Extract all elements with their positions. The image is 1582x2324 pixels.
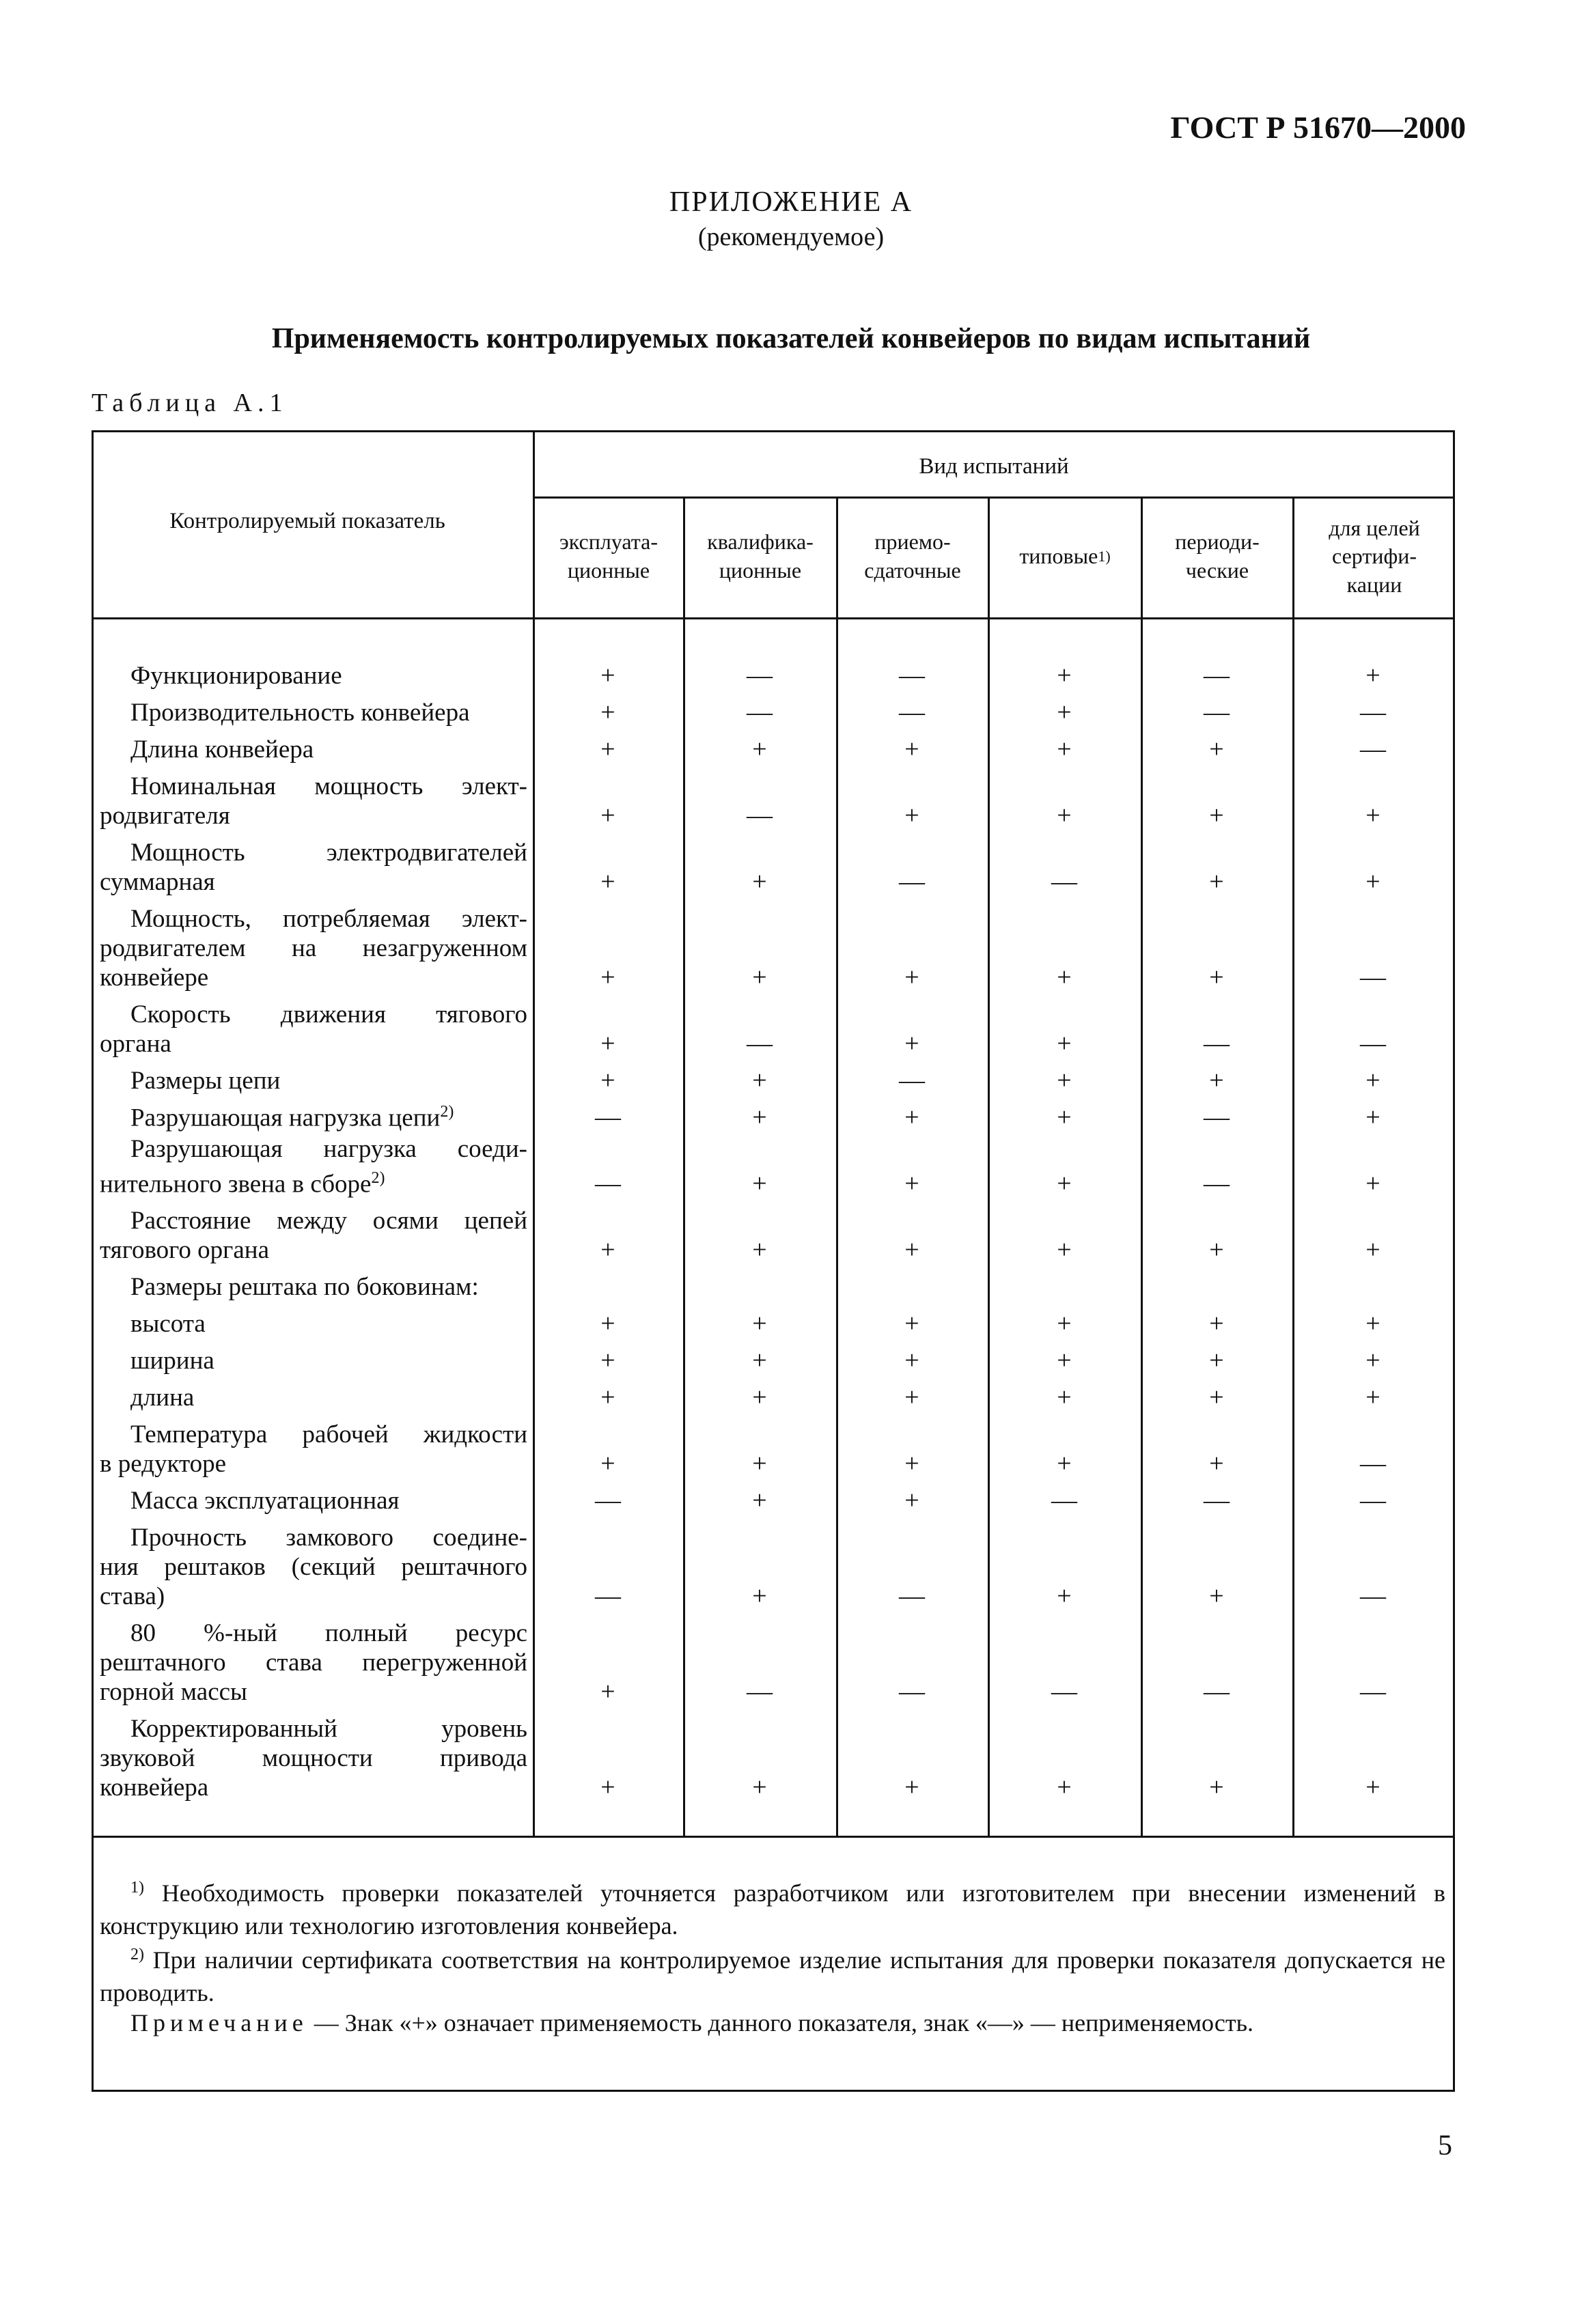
- indicator-label-line: ширина: [130, 1347, 214, 1375]
- indicator-label-line: суммарная: [100, 868, 215, 896]
- applicability-mark: —: [1204, 1486, 1230, 1515]
- applicability-mark: —: [747, 1029, 773, 1058]
- applicability-mark: +: [1057, 1235, 1072, 1264]
- indicator-label: [100, 1134, 527, 1199]
- applicability-mark: —: [1204, 1103, 1230, 1132]
- table-row: [0, 1383, 1582, 1412]
- applicability-mark: —: [1360, 1677, 1386, 1706]
- table-row: [0, 1523, 1582, 1611]
- indicator-label-line: длина: [130, 1384, 195, 1412]
- applicability-mark: +: [904, 1486, 919, 1515]
- applicability-mark: +: [1209, 1582, 1224, 1610]
- applicability-mark: +: [904, 801, 919, 830]
- applicability-mark: +: [752, 1103, 767, 1132]
- applicability-mark: +: [1057, 1449, 1072, 1478]
- applicability-mark: +: [904, 1449, 919, 1478]
- applicability-mark: +: [904, 1309, 919, 1338]
- indicator-label-line: Мощность, потребляемая элект-: [130, 905, 527, 933]
- indicator-label-line: Разрушающая нагрузка соеди-: [130, 1134, 527, 1163]
- applicability-mark: +: [600, 661, 615, 690]
- applicability-mark: +: [904, 735, 919, 764]
- applicability-mark: +: [752, 963, 767, 992]
- table-row: [0, 1272, 1582, 1302]
- table-caption: Таблица А.1: [92, 389, 288, 417]
- applicability-mark: +: [1057, 1383, 1072, 1412]
- applicability-mark: +: [752, 1486, 767, 1515]
- indicator-label-line: Масса эксплуатационная: [130, 1487, 400, 1515]
- indicator-label-line: Расстояние между осями цепей: [130, 1207, 527, 1235]
- indicator-label-text: нительного звена в сборе: [100, 1170, 372, 1198]
- indicator-label: [100, 1420, 527, 1479]
- applicability-mark: +: [600, 1449, 615, 1478]
- table-row: [0, 1309, 1582, 1339]
- applicability-mark: +: [752, 1582, 767, 1610]
- indicator-label: [100, 1309, 527, 1339]
- applicability-mark: +: [600, 1309, 615, 1338]
- indicator-label: [100, 698, 527, 727]
- applicability-mark: —: [1204, 1169, 1230, 1198]
- indicator-label-line: ния рештаков (секций рештачного: [100, 1553, 527, 1581]
- applicability-mark: —: [1360, 1029, 1386, 1058]
- applicability-mark: —: [747, 661, 773, 690]
- table-note: Примечание — Знак «+» означает применяемость данного показателя, знак «—» — неприменяемость.: [130, 2009, 1254, 2036]
- indicator-label-line: Корректированный уровень: [130, 1715, 527, 1743]
- indicator-label-line: [100, 1164, 527, 1199]
- indicator-label-line: родвигателем на незагруженном: [100, 934, 527, 962]
- indicator-label: [100, 1000, 527, 1059]
- applicability-mark: +: [1057, 963, 1072, 992]
- column-header-periodic: периоди- ческие: [1175, 529, 1260, 583]
- test-type-group-header: Вид испытаний: [919, 454, 1069, 479]
- applicability-mark: —: [899, 1582, 925, 1610]
- footnote-2: $^{2)}$ При наличии сертификата соответствия на контролируемое изделие испытания для проверки показателя допускается не проводить.: [100, 1946, 1445, 2006]
- applicability-mark: +: [600, 1029, 615, 1058]
- table-row: [0, 698, 1582, 727]
- indicator-label: [100, 1272, 527, 1302]
- indicator-label-line: звуковой мощности привода: [100, 1744, 527, 1772]
- appendix-subtitle: (рекомендуемое): [697, 223, 885, 251]
- applicability-mark: +: [752, 1346, 767, 1375]
- applicability-mark: +: [752, 1309, 767, 1338]
- applicability-mark: —: [899, 698, 925, 727]
- applicability-mark: —: [747, 1677, 773, 1706]
- applicability-mark: —: [899, 1066, 925, 1095]
- applicability-mark: +: [752, 735, 767, 764]
- applicability-mark: —: [595, 1169, 621, 1198]
- indicator-label: [100, 1383, 527, 1412]
- applicability-mark: —: [1360, 1486, 1386, 1515]
- indicator-label: [100, 1097, 527, 1132]
- indicator-label-line: Скорость движения тягового: [130, 1000, 527, 1028]
- column-header-operational: эксплуата- ционные: [559, 529, 658, 583]
- applicability-mark: +: [752, 1449, 767, 1478]
- column-header-certification: для целей сертифи- кации: [1329, 515, 1420, 597]
- footnote-1: $^{1)}$ Необходимость проверки показателей уточняется разработчиком или изготовителем при внесении изменений в конструкцию или технологию изготовления конвейера.: [100, 1879, 1445, 1940]
- applicability-mark: +: [600, 735, 615, 764]
- applicability-mark: —: [1204, 1677, 1230, 1706]
- indicator-label: [100, 661, 527, 690]
- applicability-mark: +: [1365, 1235, 1380, 1264]
- table-row: [0, 772, 1582, 830]
- indicator-label: [100, 1486, 527, 1515]
- applicability-mark: +: [600, 1235, 615, 1264]
- header-bottom-rule: [92, 617, 1455, 619]
- applicability-mark: +: [1365, 1346, 1380, 1375]
- applicability-mark: +: [1057, 661, 1072, 690]
- indicator-label-line: конвейере: [100, 964, 209, 992]
- applicability-mark: +: [1057, 1582, 1072, 1610]
- table-row: [0, 735, 1582, 764]
- footnote-ref: 2): [440, 1102, 454, 1121]
- indicator-label-line: става): [100, 1582, 165, 1610]
- indicator-label: [100, 1714, 527, 1802]
- indicator-label-line: Мощность электродвигателей: [130, 839, 527, 867]
- applicability-mark: —: [1360, 698, 1386, 727]
- indicator-label-line: органа: [100, 1030, 171, 1058]
- table-row: [0, 1103, 1582, 1132]
- table-row: [0, 1134, 1582, 1199]
- applicability-mark: +: [1057, 1346, 1072, 1375]
- applicability-mark: +: [600, 801, 615, 830]
- table-row: [0, 661, 1582, 690]
- applicability-mark: +: [904, 1346, 919, 1375]
- applicability-mark: +: [752, 1235, 767, 1264]
- applicability-mark: +: [1209, 1309, 1224, 1338]
- applicability-mark: +: [752, 1169, 767, 1198]
- applicability-mark: —: [1360, 735, 1386, 764]
- indicator-label-line: Номинальная мощность элект-: [130, 772, 527, 800]
- applicability-mark: +: [1057, 1773, 1072, 1802]
- indicator-label-line: [100, 1097, 527, 1132]
- applicability-mark: +: [600, 1066, 615, 1095]
- applicability-mark: —: [1360, 963, 1386, 992]
- applicability-mark: +: [752, 1066, 767, 1095]
- applicability-mark: +: [752, 867, 767, 896]
- page-number: 5: [1438, 2130, 1452, 2161]
- applicability-mark: +: [1057, 1029, 1072, 1058]
- table-row: [0, 1619, 1582, 1707]
- applicability-mark: +: [1209, 867, 1224, 896]
- applicability-mark: +: [904, 1029, 919, 1058]
- applicability-mark: +: [600, 1773, 615, 1802]
- applicability-mark: +: [1057, 698, 1072, 727]
- applicability-mark: +: [600, 1677, 615, 1706]
- indicator-label-line: Производительность конвейера: [130, 699, 470, 727]
- indicator-label-line: Функционирование: [130, 662, 342, 690]
- applicability-mark: +: [1365, 1309, 1380, 1338]
- applicability-mark: —: [747, 801, 773, 830]
- applicability-mark: —: [1051, 867, 1077, 896]
- applicability-mark: —: [1360, 1449, 1386, 1478]
- indicator-label-line: высота: [130, 1310, 206, 1338]
- indicator-label-text: Разрушающая нагрузка цепи: [130, 1104, 441, 1132]
- indicator-label: [100, 1206, 527, 1265]
- indicator-column-header: Контролируемый показатель: [169, 509, 445, 533]
- indicator-label-line: 80 %-ный полный ресурс: [130, 1619, 527, 1647]
- table-row: [0, 1206, 1582, 1265]
- applicability-mark: +: [1209, 1449, 1224, 1478]
- applicability-mark: +: [600, 867, 615, 896]
- applicability-mark: +: [904, 1169, 919, 1198]
- applicability-mark: —: [1204, 698, 1230, 727]
- column-header-acceptance: приемо- сдаточные: [864, 529, 961, 583]
- applicability-mark: —: [1360, 1582, 1386, 1610]
- indicator-label: [100, 904, 527, 992]
- applicability-mark: —: [595, 1103, 621, 1132]
- applicability-mark: +: [752, 1383, 767, 1412]
- indicator-label: [100, 838, 527, 897]
- applicability-mark: +: [904, 963, 919, 992]
- applicability-mark: —: [1204, 661, 1230, 690]
- applicability-mark: +: [1209, 963, 1224, 992]
- page-title: Применяемость контролируемых показателей конвейеров по видам испытаний: [271, 323, 1311, 354]
- applicability-mark: —: [899, 661, 925, 690]
- applicability-mark: —: [747, 698, 773, 727]
- applicability-mark: +: [1209, 1066, 1224, 1095]
- table-row: [0, 904, 1582, 992]
- column-header-type: типовые 1): [1019, 544, 1111, 569]
- applicability-mark: +: [1365, 867, 1380, 896]
- applicability-mark: —: [1051, 1677, 1077, 1706]
- body-bottom-rule: [92, 1836, 1455, 1838]
- table-row: [0, 838, 1582, 897]
- applicability-mark: +: [1365, 1169, 1380, 1198]
- applicability-mark: +: [904, 1773, 919, 1802]
- applicability-mark: —: [595, 1582, 621, 1610]
- indicator-label-line: конвейера: [100, 1774, 209, 1802]
- indicator-label: [100, 1066, 527, 1095]
- applicability-mark: —: [899, 1677, 925, 1706]
- applicability-mark: +: [1057, 1309, 1072, 1338]
- indicator-label-line: горной массы: [100, 1678, 247, 1706]
- applicability-mark: +: [1209, 735, 1224, 764]
- applicability-mark: —: [595, 1486, 621, 1515]
- indicator-label-line: в редукторе: [100, 1450, 227, 1478]
- applicability-mark: +: [600, 698, 615, 727]
- applicability-mark: +: [1209, 1346, 1224, 1375]
- indicator-label-line: рештачного става перегруженной: [100, 1649, 527, 1677]
- applicability-mark: +: [1057, 735, 1072, 764]
- indicator-label-line: Длина конвейера: [130, 736, 314, 764]
- indicator-label-line: Размеры цепи: [130, 1067, 281, 1095]
- applicability-mark: +: [752, 1773, 767, 1802]
- applicability-mark: +: [1365, 1103, 1380, 1132]
- indicator-label-line: Прочность замкового соедине-: [130, 1524, 527, 1552]
- column-header-qualification: квалифика- ционные: [707, 529, 814, 583]
- table-row: [0, 1000, 1582, 1059]
- applicability-mark: —: [899, 867, 925, 896]
- applicability-mark: +: [1209, 801, 1224, 830]
- indicator-label-line: тягового органа: [100, 1236, 269, 1264]
- applicability-mark: +: [1057, 1103, 1072, 1132]
- applicability-mark: +: [600, 1383, 615, 1412]
- table-row: [0, 1066, 1582, 1095]
- applicability-mark: —: [1204, 1029, 1230, 1058]
- applicability-mark: +: [1057, 1169, 1072, 1198]
- applicability-mark: +: [1209, 1383, 1224, 1412]
- standard-code: ГОСТ Р 51670—2000: [1170, 110, 1466, 145]
- table-row: [0, 1420, 1582, 1479]
- applicability-mark: +: [1365, 661, 1380, 690]
- applicability-mark: +: [1209, 1773, 1224, 1802]
- indicator-label-line: Температура рабочей жидкости: [130, 1420, 527, 1448]
- applicability-mark: +: [600, 1346, 615, 1375]
- applicability-mark: +: [1365, 1066, 1380, 1095]
- indicator-label: [100, 1523, 527, 1611]
- applicability-mark: +: [1365, 801, 1380, 830]
- table-row: [0, 1486, 1582, 1515]
- applicability-mark: +: [1365, 1773, 1380, 1802]
- applicability-mark: +: [1209, 1235, 1224, 1264]
- indicator-label-line: родвигателя: [100, 802, 230, 830]
- applicability-mark: —: [1051, 1486, 1077, 1515]
- applicability-mark: +: [1365, 1383, 1380, 1412]
- appendix-title: ПРИЛОЖЕНИЕ А: [669, 186, 913, 218]
- applicability-mark: +: [904, 1103, 919, 1132]
- table-row: [0, 1714, 1582, 1802]
- indicator-label: [100, 772, 527, 830]
- applicability-mark: +: [904, 1235, 919, 1264]
- applicability-mark: +: [1057, 801, 1072, 830]
- indicator-label: [100, 735, 527, 764]
- indicator-label: [100, 1346, 527, 1375]
- applicability-mark: +: [904, 1383, 919, 1412]
- applicability-mark: +: [1057, 1066, 1072, 1095]
- indicator-label: [100, 1619, 527, 1707]
- table-row: [0, 1346, 1582, 1375]
- indicator-label-line: Размеры рештака по боковинам:: [130, 1273, 479, 1301]
- applicability-mark: +: [600, 963, 615, 992]
- footnote-ref: 2): [371, 1168, 385, 1187]
